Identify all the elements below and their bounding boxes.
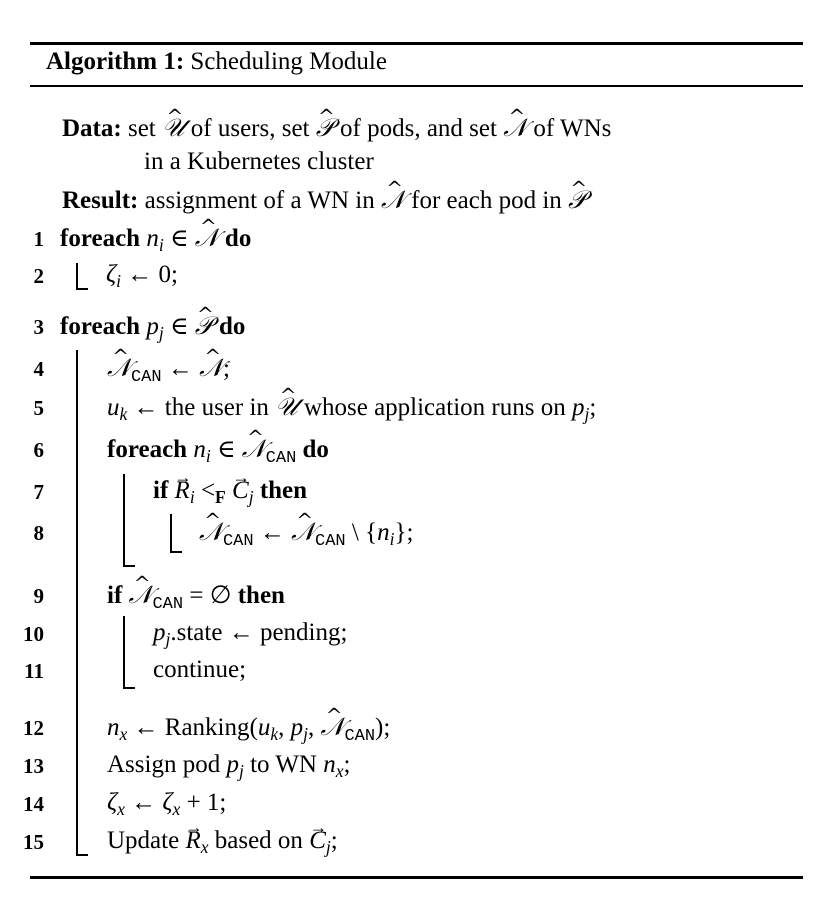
line-number: 13 xyxy=(23,754,44,778)
line-number: 10 xyxy=(23,622,44,646)
algo-line-14: $\zeta_x$ ← $\zeta_x + 1$; xyxy=(107,789,227,819)
algo-line-9: if ^ 𝒩$_{CAN}$ = ∅ then xyxy=(107,579,285,612)
algo-line-15: Update → $R_x$ based on → $C_j$; xyxy=(107,825,338,857)
algorithm-header xyxy=(46,46,387,78)
block-bar xyxy=(123,616,125,688)
line-number: 4 xyxy=(33,357,44,381)
line-number: 8 xyxy=(33,521,44,545)
line-number: 7 xyxy=(33,480,44,504)
line-number: 1 xyxy=(33,227,44,251)
algo-line-7: if → $R_i <_F \to C_j$ then xyxy=(153,475,307,507)
line-number: 15 xyxy=(23,830,44,854)
top-rule xyxy=(30,42,803,45)
line-number: 14 xyxy=(23,792,44,816)
bottom-rule xyxy=(30,876,803,879)
block-bar xyxy=(123,474,125,566)
block-bar-end xyxy=(170,551,182,553)
line-number: 9 xyxy=(33,584,44,608)
line-number: 3 xyxy=(33,315,44,339)
algo-line-3: foreach $p_j$ ∈ ^ 𝒫 do xyxy=(60,310,245,343)
algo-line-4: ^ 𝒩$_{CAN}$ ← ^ 𝒩; xyxy=(107,352,230,385)
algo-line-2: $\zeta_i$ ← 0; xyxy=(106,261,178,291)
algo-line-8: ^ 𝒩$_{CAN}$ ← ^ 𝒩$_{CAN}$ \ $\{n_i\}$; xyxy=(199,516,413,549)
line-number: 5 xyxy=(33,396,44,420)
algo-line-6: foreach $n_i$ ∈ ^ 𝒩$_{CAN}$ do xyxy=(107,433,329,466)
block-bar xyxy=(76,263,78,289)
algo-line-5: $u_k$ ← the user in ^ 𝒰 whose application runs on $p_j$; xyxy=(107,391,596,424)
line-number: 2 xyxy=(33,264,44,288)
block-bar xyxy=(170,514,172,552)
line-number: 11 xyxy=(24,659,44,683)
block-bar-end xyxy=(76,288,88,290)
algo-line-11: continue; xyxy=(153,656,247,683)
line-number: 12 xyxy=(23,716,44,740)
data-line: Data: set ^ 𝒰 of users, set ^ 𝒫 of pods, and set ^ 𝒩 of WNs xyxy=(62,112,611,145)
block-bar-end xyxy=(76,854,88,856)
algorithm-label: Algorithm 1: xyxy=(46,48,185,75)
algo-line-1: foreach $n_i$ ∈ ^ 𝒩 do xyxy=(60,222,251,255)
algo-line-12: $n_x$ ← $Ranking(u_k$, $p_j$, ^ 𝒩$_{CAN}$); xyxy=(107,711,390,744)
algo-line-13: Assign pod $p_j$ to WN $n_x$; xyxy=(107,751,351,781)
data-line-cont: in a Kubernetes cluster xyxy=(144,148,374,175)
algo-line-10: $p_j.state$ ← pending; xyxy=(153,619,348,649)
block-bar xyxy=(76,350,78,855)
line-number: 6 xyxy=(33,438,44,462)
block-bar-end xyxy=(123,687,135,689)
header-rule xyxy=(30,85,803,87)
algorithm-title: Scheduling Module xyxy=(190,48,387,75)
result-line: Result: assignment of a WN in ^ 𝒩 for each pod in ^ 𝒫 xyxy=(62,184,586,217)
